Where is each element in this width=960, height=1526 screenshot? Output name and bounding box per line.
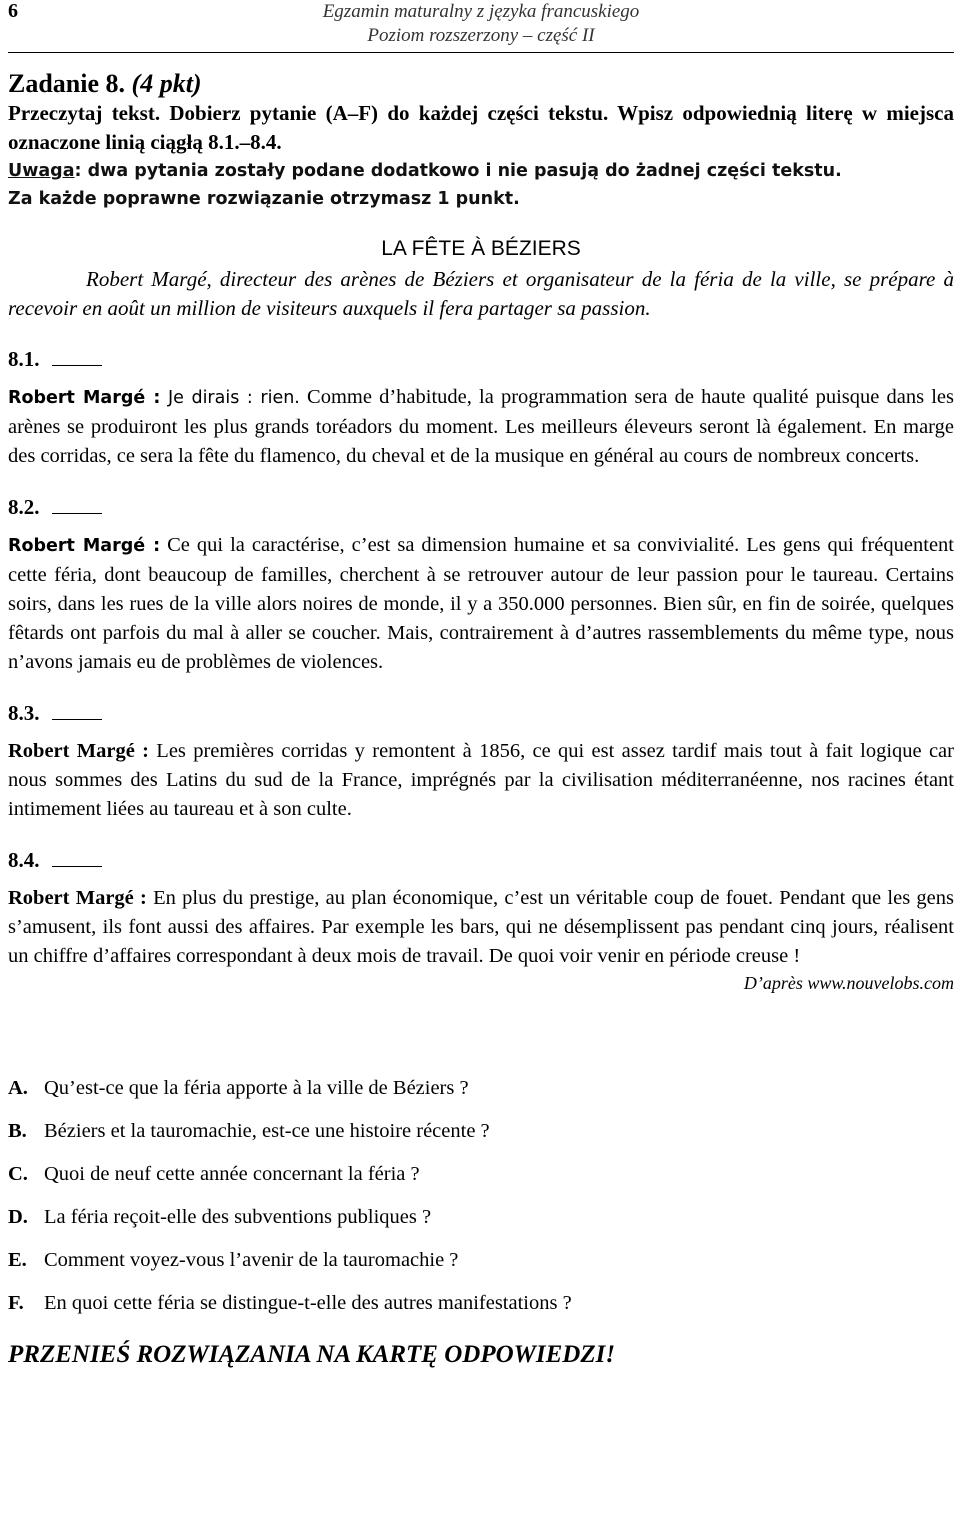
page-header <box>8 0 954 53</box>
answer-gap <box>8 493 954 521</box>
header-line-2: Poziom rozszerzony – część II <box>367 25 595 46</box>
question-letter: D. <box>8 1206 28 1228</box>
question-list <box>8 1076 954 1315</box>
question-text: En quoi cette féria se distingue-t-elle des autres manifestations ? <box>44 1292 572 1314</box>
section-text <box>8 531 954 677</box>
section-text-b: Comme d’habitude, la programmation sera de haute qualité puisque dans les arènes se produiront les plus grands toréadors du moment. Les meilleurs éleveurs seront là également. En marge des corridas, ce sera la fête du flamenco, du cheval et de la musique en général au cours de nombreux concerts. <box>8 386 954 467</box>
section-text <box>8 383 954 471</box>
section-text-b: Les premières corridas y remontent à 1856, ce qui est assez tardif mais tout à fait logique car nous sommes des Latins du sud de la France, imprégnés par la civilisation méditerranéenne, nos racines étant intimement liées au taureau et à son culte. <box>8 740 954 820</box>
answer-gap <box>8 345 954 373</box>
question-item <box>8 1205 954 1229</box>
answer-gap <box>8 846 954 874</box>
question-item <box>8 1162 954 1186</box>
speaker-label: Robert Margé : <box>8 536 161 556</box>
answer-line[interactable] <box>52 347 102 366</box>
gap-number: 8.4. <box>8 848 40 872</box>
note-text: : dwa pytania zostały podane dodatkowo i nie pasują do żadnej części tekstu. <box>74 161 842 181</box>
question-text: Comment voyez-vous l’avenir de la tauromachie ? <box>44 1249 459 1271</box>
task-title <box>8 69 954 99</box>
section-text-a: Je dirais : rien. <box>160 388 300 408</box>
section-text <box>8 737 954 824</box>
answer-gap <box>8 699 954 727</box>
article-section-4 <box>8 846 954 971</box>
article-section-1 <box>8 345 954 471</box>
question-letter: F. <box>8 1292 24 1314</box>
question-item <box>8 1076 954 1100</box>
question-letter: B. <box>8 1120 27 1142</box>
header-title <box>8 0 954 48</box>
page-number: 6 <box>8 0 18 22</box>
gap-number: 8.3. <box>8 701 40 725</box>
speaker-label: Robert Margé : <box>8 740 149 762</box>
header-line-1: Egzamin maturalny z języka francuskiego <box>322 1 640 22</box>
question-item <box>8 1248 954 1272</box>
question-text: La féria reçoit-elle des subventions publiques ? <box>44 1206 432 1228</box>
task-note <box>8 157 954 185</box>
task-scoring: Za każde poprawne rozwiązanie otrzymasz 1 punkt. <box>8 189 520 209</box>
task-block <box>8 69 954 213</box>
gap-number: 8.1. <box>8 347 40 371</box>
section-text-b: Ce qui la caractérise, c’est sa dimension humaine et sa convivialité. Les gens qui fréquentent cette féria, dont beaucoup de familles, cherchent à se retrouver autour de leur passion pour le taureau. Certains soirs, dans les rues de la ville alors noires de monde, il y a 350.000 personnes. Bien sûr, en fin de soirée, quelques fêtards ont parfois du mal à aller se coucher. Mais, contrairement à d’autres rassemblements du même type, nous n’avons jamais eu de problèmes de violences. <box>8 534 954 673</box>
exam-page <box>8 0 954 1369</box>
article-title: LA FÊTE À BÉZIERS <box>381 237 581 260</box>
article-section-2 <box>8 493 954 677</box>
speaker-label: Robert Margé : <box>8 388 161 408</box>
question-letter: C. <box>8 1163 28 1185</box>
section-text <box>8 884 954 971</box>
question-text: Béziers et la tauromachie, est-ce une histoire récente ? <box>44 1120 490 1142</box>
article-section-3 <box>8 699 954 824</box>
section-text-b: En plus du prestige, au plan économique, c’est un véritable coup de fouet. Pendant que les gens s’amusent, ils font aussi des affaires. Par exemple les bars, qui ne désemplissent pas pendant cinq jours, réalisent un chiffre d’affaires correspondant à deux mois de travail. De quoi voir venir en période creuse ! <box>8 887 955 967</box>
task-points: (4 pkt) <box>131 69 202 98</box>
question-letter: A. <box>8 1077 28 1099</box>
gap-number: 8.2. <box>8 495 40 519</box>
answer-line[interactable] <box>52 701 102 720</box>
question-item <box>8 1291 954 1315</box>
question-item <box>8 1119 954 1143</box>
task-name: Zadanie 8. <box>8 69 126 98</box>
question-text: Quoi de neuf cette année concernant la féria ? <box>44 1163 420 1185</box>
article-lead: Robert Margé, directeur des arènes de Béziers et organisateur de la féria de la ville, se prépare à recevoir en août un million de visiteurs auxquels il fera partager sa passion. <box>8 267 954 320</box>
answer-line[interactable] <box>52 495 102 514</box>
task-instruction: Przeczytaj tekst. Dobierz pytanie (A–F) do każdej części tekstu. Wpisz odpowiednią literę w miejsca oznaczone linią ciągłą 8.1.–8.4. <box>8 101 954 154</box>
question-letter: E. <box>8 1249 27 1271</box>
article-source: D’après www.nouvelobs.com <box>743 973 954 993</box>
answer-line[interactable] <box>52 848 102 867</box>
question-text: Qu’est-ce que la féria apporte à la ville de Béziers ? <box>44 1077 469 1099</box>
speaker-label: Robert Margé : <box>8 887 147 909</box>
note-label: Uwaga <box>8 161 75 181</box>
answer-sheet-reminder: PRZENIEŚ ROZWIĄZANIA NA KARTĘ ODPOWIEDZI! <box>8 1341 616 1368</box>
